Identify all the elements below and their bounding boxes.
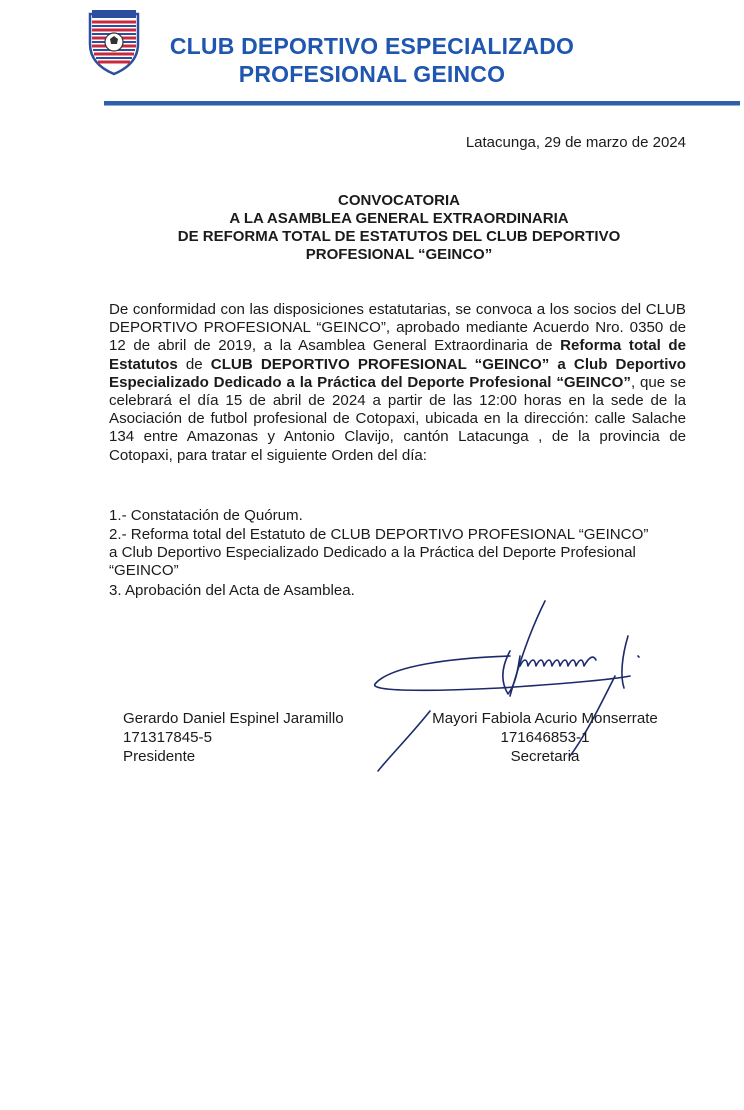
body-bold-reform: Reforma total de Estatutos	[109, 337, 686, 373]
agenda-item-1: 1.- Constatación de Quórum.	[109, 507, 303, 524]
title-line3: DE REFORMA TOTAL DE ESTATUTOS DEL CLUB DEPORTIVO	[177, 228, 621, 245]
secretary-id: 171646853-1	[500, 729, 590, 746]
agenda-item-2-line1: 2.- Reforma total del Estatuto de CLUB DEPORTIVO PROFESIONAL “GEINCO”	[109, 526, 649, 543]
club-name-line2: PROFESIONAL GEINCO	[238, 61, 506, 87]
header-divider	[104, 101, 740, 106]
body-text-part2: de	[177, 355, 211, 373]
president-id: 171317845-5	[123, 729, 212, 746]
secretary-name: Mayori Fabiola Acurio Monserrate	[432, 710, 658, 727]
agenda-item-2	[109, 526, 648, 581]
body-bold-club: CLUB DEPORTIVO PROFESIONAL “GEINCO” a Club Deportivo Especializado Dedicado a la Práctica del Deporte Profesional “GEINCO”	[109, 355, 686, 391]
signatory-president	[123, 709, 344, 766]
president-role: Presidente	[123, 748, 196, 765]
title-line2: A LA ASAMBLEA GENERAL EXTRAORDINARIA	[229, 210, 569, 227]
body-paragraph	[109, 301, 686, 465]
club-name-line1: CLUB DEPORTIVO ESPECIALIZADO	[169, 33, 575, 59]
body-text-part3: , que se celebrará el día 15 de abril de 2024 a partir de las 12:00 horas en la sede de la Asociación de futbol profesional de Cotopaxi, ubicada en la dirección: calle Salache 134 entre Amazonas y Antonio Clavijo, cantón Latacunga , de la provincia de Cotopaxi, para tratar el siguiente Orden del día:	[109, 373, 686, 464]
president-name: Gerardo Daniel Espinel Jaramillo	[123, 710, 344, 727]
title-line4: PROFESIONAL “GEINCO”	[305, 246, 493, 263]
secretary-role: Secretaria	[510, 748, 580, 765]
agenda-item-3: 3. Aprobación del Acta de Asamblea.	[109, 582, 355, 599]
title-line1: CONVOCATORIA	[338, 192, 460, 209]
agenda-item-2-line3: “GEINCO”	[109, 562, 179, 580]
body-text-part1: De conformidad con las disposiciones estatutarias, se convoca a los socios del CLUB DEPORTIVO PROFESIONAL “GEINCO”, aprobado mediante Acuerdo Nro. 0350 de 12 de abril de 2019, a la Asamblea General Extraordinaria de	[109, 301, 686, 355]
signatory-secretary	[420, 709, 670, 766]
agenda-item-2-line2: a Club Deportivo Especializado Dedicado a la Práctica del Deporte Profesional	[109, 544, 636, 562]
document-date: Latacunga, 29 de marzo de 2024	[465, 134, 686, 151]
